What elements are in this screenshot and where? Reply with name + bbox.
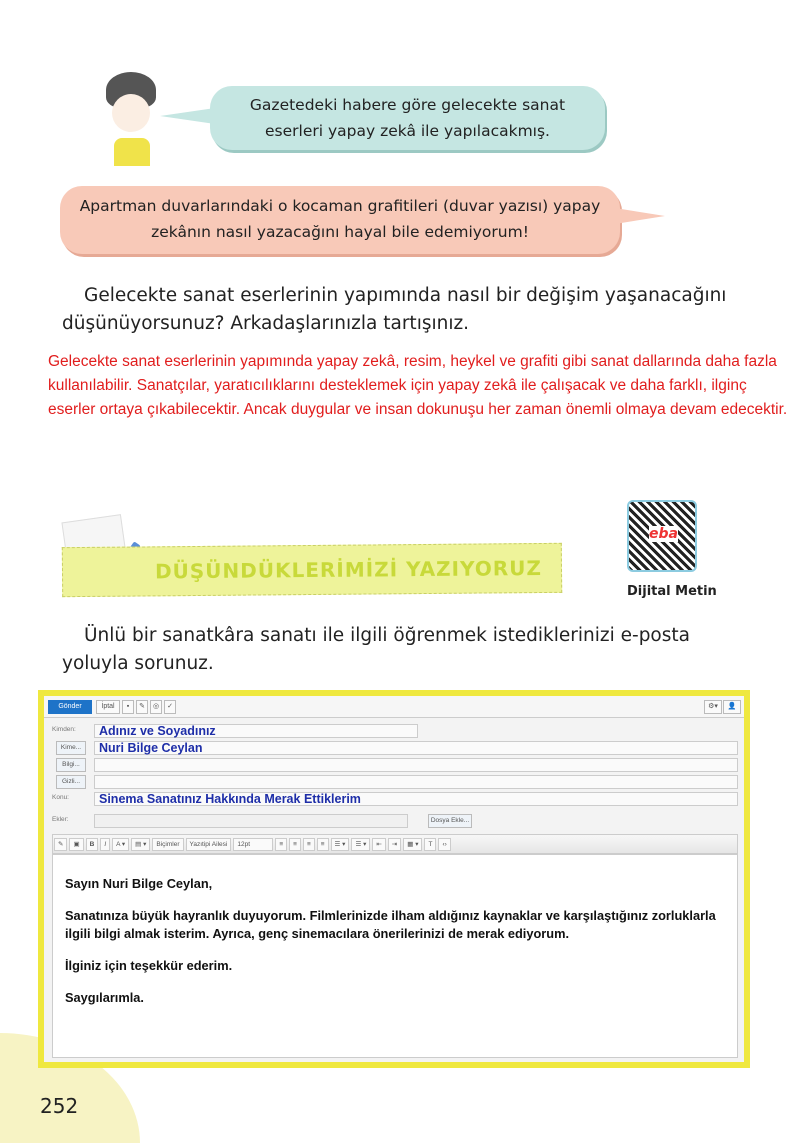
send-button[interactable]: Gönder	[48, 700, 92, 714]
child-illustration	[100, 72, 162, 167]
highlight-button[interactable]: ▤ ▾	[131, 838, 150, 851]
print-icon[interactable]: ◎	[150, 700, 162, 714]
question-1: Gelecekte sanat eserlerinin yapımında nasıl bir değişim yaşanacağını düşünüyorsunuz? Arkadaşlarınızla tartışınız.	[62, 285, 727, 334]
eba-logo: eba	[649, 526, 678, 542]
attach-file-button[interactable]: Dosya Ekle...	[428, 814, 472, 828]
source-code-icon[interactable]: ‹›	[438, 838, 450, 851]
image-icon[interactable]: ▣	[69, 838, 83, 851]
email-greeting: Sayın Nuri Bilge Ceylan,	[65, 876, 213, 891]
answer-1: Gelecekte sanat eserlerinin yapımında yapay zekâ, resim, heykel ve grafiti gibi sanat dallarında daha fazla kullanılabilir. Sanatçılar, yaratıcılıklarını desteklemek için yapay zekâ ile çalışacak ve daha farklı, ilginç eserler ortaya çıkabilecektir. Ancak duygular ve insan dokunuşu her zaman önemli olmaya devam edecektir.	[48, 353, 788, 418]
bcc-field[interactable]	[94, 775, 738, 789]
email-paragraph: Sanatınıza büyük hayranlık duyuyorum. Filmlerinizde ilham aldığınız kaynaklar ve karşılaştığınız zorluklarla ilgili bilgi almak isterim. Ayrıca, genç sinemacılara önerilerinizi de merak ediyorum.	[65, 908, 716, 941]
banner-title: DÜŞÜNDÜKLERİMİZİ YAZIYORUZ	[154, 555, 543, 584]
email-composer	[38, 690, 750, 1068]
email-closing: Saygılarımla.	[65, 990, 144, 1005]
email-body[interactable]	[52, 854, 738, 1058]
align-left-icon[interactable]: ≡	[275, 838, 287, 851]
section-banner	[62, 543, 562, 597]
outdent-icon[interactable]: ⇤	[372, 838, 385, 851]
bullet-list-icon[interactable]: ☰ ▾	[331, 838, 350, 851]
spellcheck-icon[interactable]: ✓	[164, 700, 176, 714]
styles-select[interactable]: Biçimler	[152, 838, 183, 851]
question-2: Ünlü bir sanatkâra sanatı ile ilgili öğrenmek istediklerinizi e-posta yoluyla sorunuz.	[62, 625, 690, 674]
bcc-button[interactable]: Gizli...	[56, 775, 86, 789]
font-family-select[interactable]: Yazıtipi Ailesi	[186, 838, 232, 851]
format-toolbar	[52, 834, 738, 854]
to-field[interactable]: Nuri Bilge Ceylan	[94, 741, 738, 755]
bold-button[interactable]: B	[86, 838, 99, 851]
speech-bubble-1: Gazetedeki habere göre gelecekte sanat eserleri yapay zekâ ile yapılacakmış.	[210, 86, 605, 150]
user-icon[interactable]: 👤	[723, 700, 741, 714]
justify-icon[interactable]: ≡	[317, 838, 329, 851]
cc-field[interactable]	[94, 758, 738, 772]
table-icon[interactable]: ▦ ▾	[403, 838, 422, 851]
settings-icon[interactable]: ⚙▾	[704, 700, 722, 714]
align-right-icon[interactable]: ≡	[303, 838, 315, 851]
attachments-field[interactable]	[94, 814, 408, 828]
email-toolbar	[44, 696, 744, 718]
font-color-button[interactable]: A ▾	[112, 838, 129, 851]
cancel-button[interactable]: İptal	[96, 700, 120, 714]
speech-bubble-2: Apartman duvarlarındaki o kocaman grafitileri (duvar yazısı) yapay zekânın nasıl yazacağını hayal bile edemiyorum!	[60, 186, 620, 254]
attach-icon[interactable]: ✎	[136, 700, 148, 714]
subject-field[interactable]: Sinema Sanatınız Hakkında Merak Ettiklerim	[94, 792, 738, 806]
align-center-icon[interactable]: ≡	[289, 838, 301, 851]
save-icon[interactable]: ▪	[122, 700, 134, 714]
cc-button[interactable]: Bilgi...	[56, 758, 86, 772]
edit-icon[interactable]: ✎	[54, 838, 67, 851]
indent-icon[interactable]: ⇥	[388, 838, 401, 851]
page-number: 252	[40, 1094, 79, 1118]
clear-format-icon[interactable]: T	[424, 838, 436, 851]
font-size-select[interactable]: 12pt	[233, 838, 273, 851]
qr-code[interactable]	[627, 500, 697, 572]
qr-label: Dijital Metin	[627, 584, 717, 599]
to-button[interactable]: Kime...	[56, 741, 86, 755]
attach-label: Ekler:	[52, 816, 69, 823]
from-select[interactable]: Adınız ve Soyadınız	[94, 724, 418, 738]
italic-button[interactable]: I	[100, 838, 110, 851]
email-thanks: İlginiz için teşekkür ederim.	[65, 958, 233, 973]
from-label: Kimden:	[52, 726, 76, 733]
subject-label: Konu:	[52, 794, 69, 801]
number-list-icon[interactable]: ☰ ▾	[351, 838, 370, 851]
